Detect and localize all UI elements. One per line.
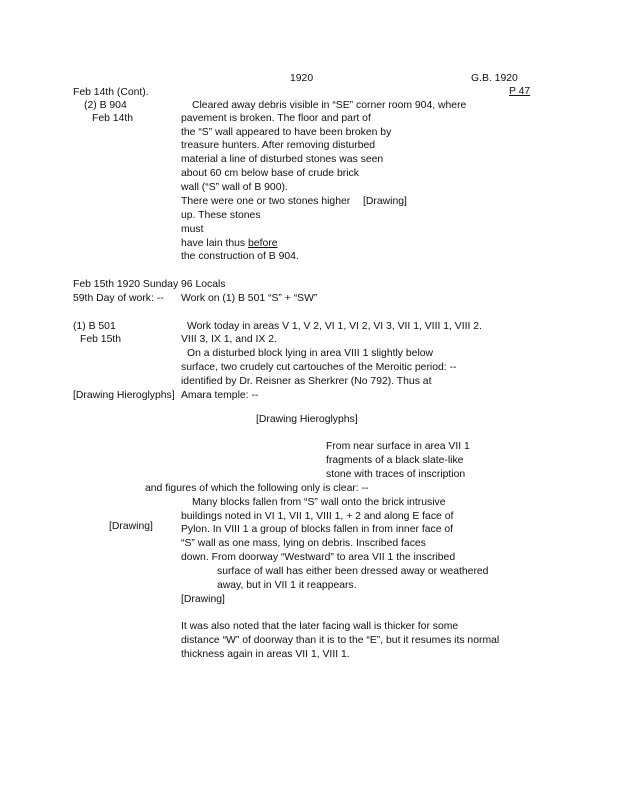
blocks-line: buildings noted in VI 1, VII 1, VIII 1, + 2 and along E face of [181, 511, 454, 522]
entry3-margin-0: (1) B 501 [73, 321, 116, 332]
entry1-line-before-text: have lain thus [181, 238, 249, 249]
side-drawing: [Drawing] [109, 521, 153, 532]
entry2-line: 96 Locals [181, 279, 226, 290]
entry1-line: the “S” wall appeared to have been broken by [181, 127, 392, 138]
bottom-drawing: [Drawing] [181, 594, 225, 605]
entry2-line: Work on (1) B 501 “S” + “SW” [181, 293, 318, 304]
entry1-date: Feb 14th (Cont). [73, 87, 149, 98]
entry1-line: about 60 cm below base of crude brick [181, 168, 359, 179]
entry1-line-before [181, 238, 277, 250]
entry1-line: up. These stones [181, 210, 261, 221]
entry3-line: On a disturbed block lying in area VIII 1 slightly below [187, 348, 434, 359]
entry1-line: There were one or two stones higher [181, 196, 351, 207]
facing-line: thickness again in areas VII 1, VIII 1. [181, 649, 350, 660]
entry1-line: pavement is broken. The floor and part of [181, 113, 371, 124]
entry3-margin-1: Feb 15th [80, 334, 122, 345]
entry2-margin-1: 59th Day of work: -- [73, 293, 164, 304]
entry3-line: Amara temple: -- [181, 390, 259, 401]
blocks-line: Pylon. In VIII 1 a group of blocks fallen in from inner face of [181, 524, 454, 535]
entry1-line: wall (“S” wall of B 900). [181, 182, 288, 193]
underlined-before: before [248, 238, 278, 249]
entry1-drawing: [Drawing] [363, 196, 407, 207]
entry1-margin-0: (2) B 904 [84, 100, 127, 111]
entry1-margin-1: Feb 14th [92, 113, 134, 124]
fragment-line: From near surface in area VII 1 [326, 441, 470, 452]
entry1-line: material a line of disturbed stones was seen [181, 154, 384, 165]
facing-line: It was also noted that the later facing wall is thicker for some [181, 621, 459, 632]
entry1-last-line: the construction of B 904. [181, 251, 299, 262]
figures-line: and figures of which the following only is clear: -- [145, 483, 369, 494]
header-ref: G.B. 1920 [471, 73, 518, 84]
entry3-margin-drawing: [Drawing Hieroglyphs] [73, 390, 175, 401]
entry2-margin-0: Feb 15th 1920 Sunday [73, 279, 179, 290]
center-drawing: [Drawing Hieroglyphs] [256, 414, 358, 425]
blocks-line: “S” wall as one mass, lying on debris. Inscribed faces [181, 538, 426, 549]
page-number: P 47 [509, 86, 531, 97]
entry3-line: Work today in areas V 1, V 2, VI 1, VI 2, VI 3, VII 1, VIII 1, VIII 2. [187, 321, 482, 332]
blocks-line: away, but in VII 1 it reappears. [217, 580, 357, 591]
entry3-line: VIII 3, IX 1, and IX 2. [181, 334, 277, 345]
header-year: 1920 [290, 73, 314, 84]
fragment-line: stone with traces of inscription [326, 469, 466, 480]
entry1-line: treasure hunters. After removing disturbed [181, 140, 376, 151]
facing-line: distance “W” of doorway than it is to the “E”, but it resumes its normal [181, 635, 500, 646]
blocks-line: down. From doorway “Westward” to area VII 1 the inscribed [181, 552, 456, 563]
entry3-line: identified by Dr. Reisner as Sherkrer (No 792). Thus at [181, 376, 432, 387]
entry3-line: surface, two crudely cut cartouches of the Meroitic period: -- [181, 362, 457, 373]
blocks-line: Many blocks fallen from “S” wall onto the brick intrusive [192, 497, 446, 508]
fragment-line: fragments of a black slate-like [326, 455, 464, 466]
entry1-line: must [181, 224, 204, 235]
blocks-line: surface of wall has either been dressed away or weathered [217, 566, 489, 577]
entry1-line: Cleared away debris visible in “SE” corner room 904, where [192, 100, 467, 111]
